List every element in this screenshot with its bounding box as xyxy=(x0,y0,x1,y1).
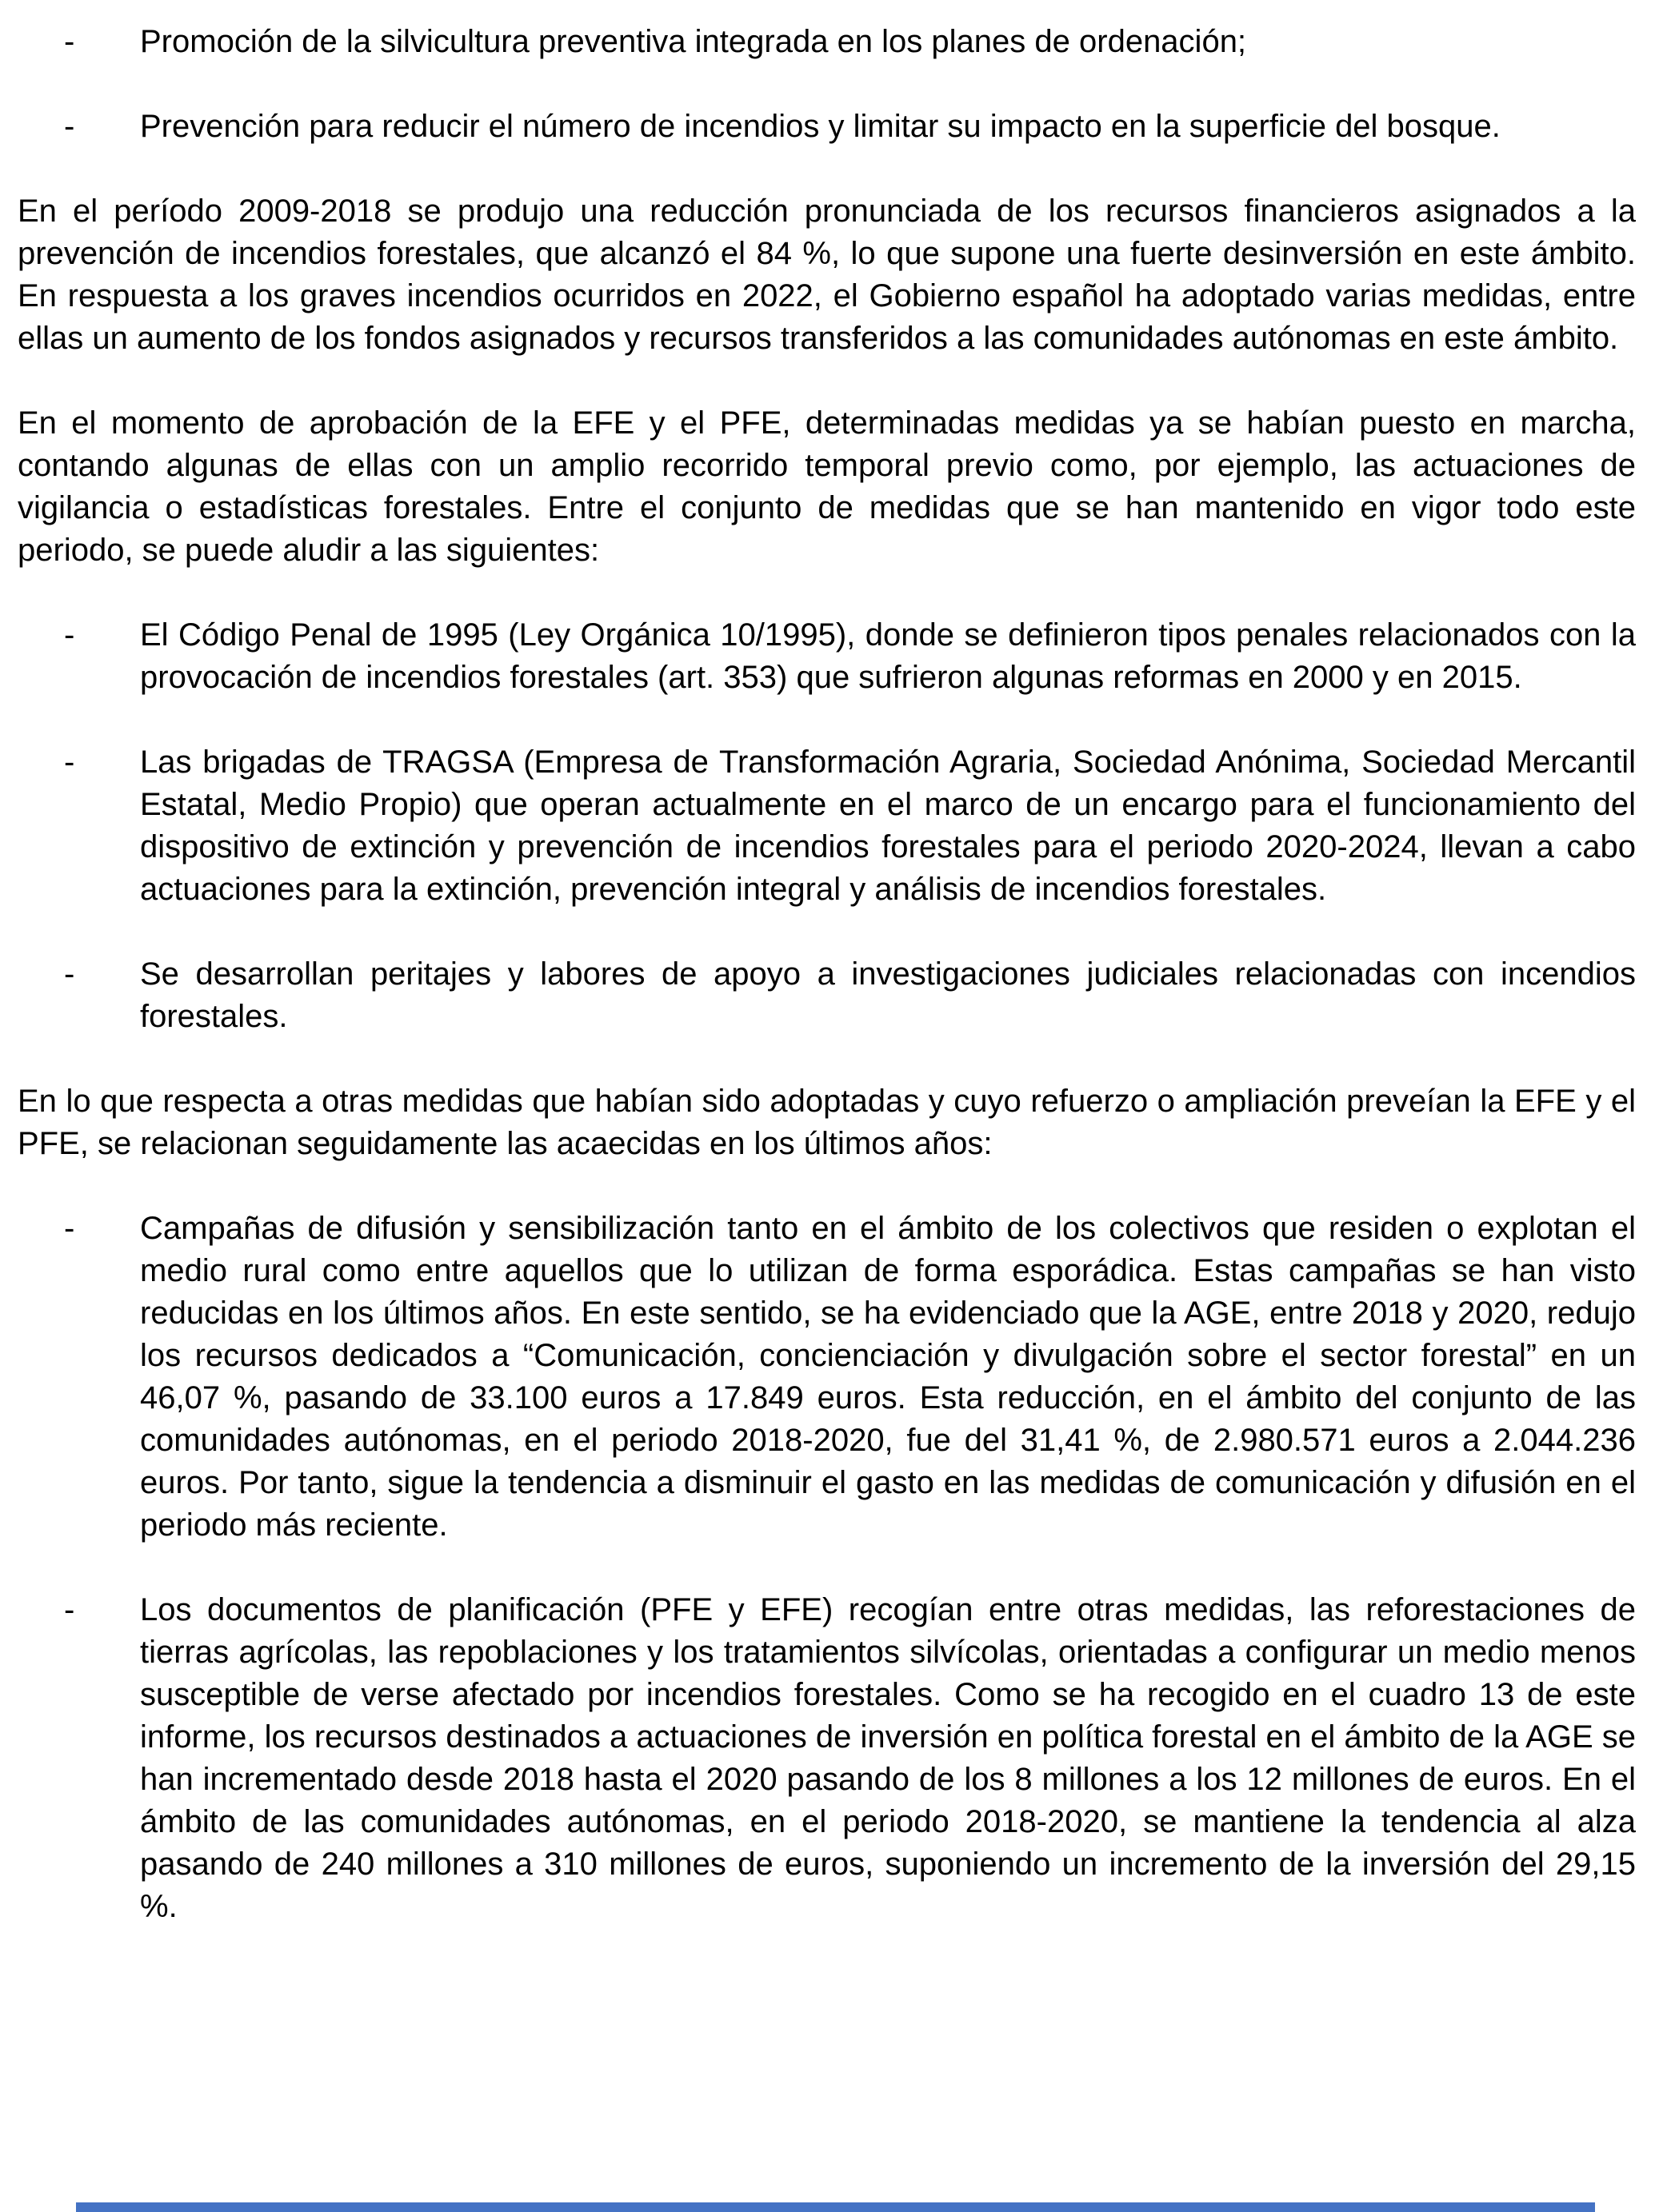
bullet-text: Promoción de la silvicultura preventiva integrada en los planes de ordenación; xyxy=(140,24,1247,59)
list-item xyxy=(18,953,1636,1038)
bullet-marker: - xyxy=(64,1592,75,1627)
bullet-text: El Código Penal de 1995 (Ley Orgánica 10/1995), donde se definieron tipos penales relacionados con la provocación de incendios forestales (art. 353) que sufrieron algunas reformas en 2000 y en 2015. xyxy=(140,617,1636,695)
paragraph: En lo que respecta a otras medidas que habían sido adoptadas y cuyo refuerzo o ampliación preveían la EFE y el PFE, se relacionan seguidamente las acaecidas en los últimos años: xyxy=(18,1084,1636,1161)
bullet-text: Los documentos de planificación (PFE y EFE) recogían entre otras medidas, las reforestaciones de tierras agrícolas, las repoblaciones y los tratamientos silvícolas, orientadas a configurar un medio menos susceptible de verse afectado por incendios forestales. Como se ha recogido en el cuadro 13 de este informe, los recursos destinados a actuaciones de inversión en política forestal en el ámbito de la AGE se han incrementado desde 2018 hasta el 2020 pasando de los 8 millones a los 12 millones de euros. En el ámbito de las comunidades autónomas, en el periodo 2018-2020, se mantiene la tendencia al alza pasando de 240 millones a 310 millones de euros, suponiendo un incremento de la inversión del 29,15 %. xyxy=(140,1592,1636,1924)
page-bottom-bar xyxy=(76,2202,1595,2212)
list-item xyxy=(18,21,1636,63)
bullet-marker: - xyxy=(64,24,75,59)
list-item xyxy=(18,741,1636,911)
paragraph: En el momento de aprobación de la EFE y el PFE, determinadas medidas ya se habían puesto en marcha, contando algunas de ellas con un amplio recorrido temporal previo como, por ejemplo, las actuaciones de vigilancia o estadísticas forestales. Entre el conjunto de medidas que se han mantenido en vigor todo este periodo, se puede aludir a las siguientes: xyxy=(18,405,1636,568)
bullet-marker: - xyxy=(64,745,75,780)
list-item xyxy=(18,1589,1636,1928)
bullet-text: Las brigadas de TRAGSA (Empresa de Transformación Agraria, Sociedad Anónima, Sociedad Mercantil Estatal, Medio Propio) que operan actualmente en el marco de un encargo para el funcionamiento del dispositivo de extinción y prevención de incendios forestales para el periodo 2020-2024, llevan a cabo actuaciones para la extinción, prevención integral y análisis de incendios forestales. xyxy=(140,745,1636,907)
bullet-marker: - xyxy=(64,109,75,144)
paragraph: En el período 2009-2018 se produjo una reducción pronunciada de los recursos financieros asignados a la prevención de incendios forestales, que alcanzó el 84 %, lo que supone una fuerte desinversión en este ámbito. En respuesta a los graves incendios ocurridos en 2022, el Gobierno español ha adoptado varias medidas, entre ellas un aumento de los fondos asignados y recursos transferidos a las comunidades autónomas en este ámbito. xyxy=(18,194,1636,356)
bullet-marker: - xyxy=(64,617,75,653)
list-item xyxy=(18,614,1636,699)
bullet-text: Campañas de difusión y sensibilización tanto en el ámbito de los colectivos que residen o explotan el medio rural como entre aquellos que lo utilizan de forma esporádica. Estas campañas se han visto reducidas en los últimos años. En este sentido, se ha evidenciado que la AGE, entre 2018 y 2020, redujo los recursos dedicados a “Comunicación, concienciación y divulgación sobre el sector forestal” en un 46,07 %, pasando de 33.100 euros a 17.849 euros. Esta reducción, en el ámbito del conjunto de las comunidades autónomas, en el periodo 2018-2020, fue del 31,41 %, de 2.980.571 euros a 2.044.236 euros. Por tanto, sigue la tendencia a disminuir el gasto en las medidas de comunicación y difusión en el periodo más reciente. xyxy=(140,1211,1636,1543)
bullet-marker: - xyxy=(64,956,75,992)
bullet-marker: - xyxy=(64,1211,75,1246)
list-item xyxy=(18,1208,1636,1547)
bullet-text: Se desarrollan peritajes y labores de apoyo a investigaciones judiciales relacionadas con incendios forestales. xyxy=(140,956,1636,1034)
list-item xyxy=(18,106,1636,148)
bullet-text: Prevención para reducir el número de incendios y limitar su impacto en la superficie del bosque. xyxy=(140,109,1501,144)
